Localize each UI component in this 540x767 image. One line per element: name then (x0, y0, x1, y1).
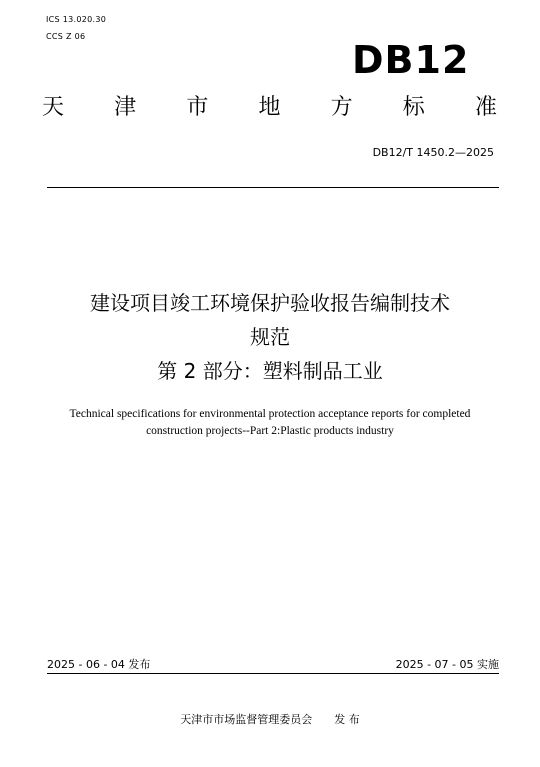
ics-code: ICS 13.020.30 (46, 15, 107, 24)
standard-type-char: 地 (258, 95, 281, 120)
standard-type-char: 天 (42, 95, 65, 120)
db12-logo: DB12 (352, 38, 470, 82)
issue-date: 2025 - 06 - 04 发布 (47, 658, 151, 671)
title-line-1: 建设项目竣工环境保护验收报告编制技术 (90, 291, 450, 315)
footer-divider (47, 673, 499, 674)
title-line-3: 第 2 部分：塑料制品工业 (157, 359, 383, 383)
header-divider (47, 187, 499, 188)
standard-type-char: 津 (114, 95, 137, 120)
issuer-action: 发 布 (334, 713, 360, 726)
standard-number: DB12/T 1450.2—2025 (372, 146, 494, 159)
issuer-line (0, 711, 540, 727)
ccs-code: CCS Z 06 (46, 32, 86, 41)
english-title: Technical specifications for environmental protection acceptance reports for completed construction projects--Part 2:Plastic products industry (69, 408, 471, 437)
standard-type-heading (42, 97, 497, 119)
implementation-date: 2025 - 07 - 05 实施 (395, 658, 499, 671)
issuer-org: 天津市市场监督管理委员会 (180, 713, 313, 726)
standard-type-char: 方 (330, 95, 353, 120)
standard-type-char: 准 (474, 95, 497, 120)
title-line-2: 规范 (250, 325, 290, 349)
standard-type-char: 标 (402, 95, 425, 120)
standard-type-char: 市 (186, 95, 209, 120)
